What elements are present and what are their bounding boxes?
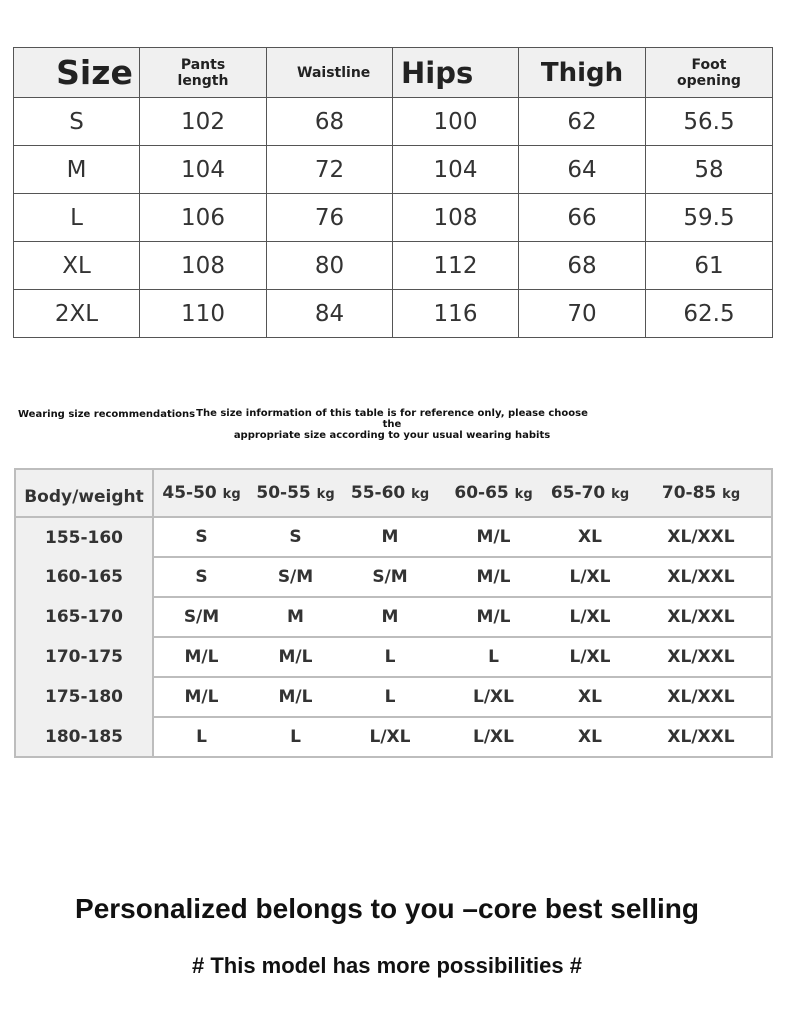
recommended-size: L xyxy=(196,727,207,747)
cell-size: XL xyxy=(14,242,140,290)
recommended-size: M/L xyxy=(438,517,549,557)
size-row xyxy=(14,98,773,146)
header-hips: Hips xyxy=(393,48,519,98)
size-row xyxy=(14,242,773,290)
recommended-size: L/XL xyxy=(438,677,549,717)
weight-header-row xyxy=(15,469,772,517)
cell-waistline: 76 xyxy=(267,194,393,242)
recommended-size: XL xyxy=(549,517,631,557)
cell-pants-length: 102 xyxy=(140,98,267,146)
cell-foot-opening: 58 xyxy=(646,146,773,194)
height-range: 155-160 xyxy=(15,517,153,557)
disclaimer-line-1: The size information of this table is for reference only, please choose the xyxy=(196,408,588,430)
height-row xyxy=(15,637,772,677)
height-row xyxy=(15,557,772,597)
header-waistline: Waistline xyxy=(267,48,393,98)
weight-unit: kg xyxy=(611,487,630,502)
height-range: 160-165 xyxy=(15,557,153,597)
weight-range-header xyxy=(342,469,438,517)
cell-hips: 112 xyxy=(393,242,519,290)
size-row xyxy=(14,194,773,242)
height-range: 175-180 xyxy=(15,677,153,717)
cell-pants-length: 108 xyxy=(140,242,267,290)
cell-size: L xyxy=(14,194,140,242)
recommended-size: M/L xyxy=(153,677,249,717)
size-recommendation-table xyxy=(14,468,773,758)
cell-foot-opening: 62.5 xyxy=(646,290,773,338)
weight-range: 55-60 xyxy=(350,483,406,503)
height-row xyxy=(15,677,772,717)
height-range: 165-170 xyxy=(15,597,153,637)
cell-thigh: 66 xyxy=(519,194,646,242)
cell-hips: 108 xyxy=(393,194,519,242)
weight-range-header xyxy=(438,469,549,517)
header-pants-length-line1: Pants xyxy=(180,56,226,73)
cell-waistline: 80 xyxy=(267,242,393,290)
cell-thigh: 62 xyxy=(519,98,646,146)
cell-thigh: 64 xyxy=(519,146,646,194)
cell-size: S xyxy=(14,98,140,146)
recommended-size: XL xyxy=(549,677,631,717)
weight-unit: kg xyxy=(514,487,533,502)
recommended-size: S/M xyxy=(342,557,438,597)
cell-pants-length: 104 xyxy=(140,146,267,194)
cell-foot-opening: 59.5 xyxy=(646,194,773,242)
cell-size: 2XL xyxy=(14,290,140,338)
recommended-size: S xyxy=(153,557,249,597)
cropped-heading-fragment xyxy=(16,0,126,4)
recommended-size: XL/XXL xyxy=(667,727,735,747)
cell-pants-length: 106 xyxy=(140,194,267,242)
weight-range-header xyxy=(631,469,772,517)
recommended-size: L/XL xyxy=(549,637,631,677)
weight-range: 70-85 xyxy=(661,483,717,503)
header-foot-opening xyxy=(646,48,773,98)
recommended-size: M/L xyxy=(438,557,549,597)
weight-range: 60-65 xyxy=(454,483,509,503)
recommended-size: L/XL xyxy=(369,727,411,747)
recommended-size: XL/XXL xyxy=(631,557,772,597)
weight-unit: kg xyxy=(411,487,430,502)
weight-range: 50-55 xyxy=(256,483,311,503)
recommended-size: L/XL xyxy=(473,727,514,747)
header-thigh: Thigh xyxy=(519,48,646,98)
recommended-size: L xyxy=(342,637,438,677)
cell-hips: 104 xyxy=(393,146,519,194)
header-pants-length xyxy=(140,48,267,98)
height-row xyxy=(15,597,772,637)
height-range: 170-175 xyxy=(15,637,153,677)
cell-size: M xyxy=(14,146,140,194)
weight-range-header xyxy=(153,469,249,517)
promo-tagline: # This model has more possibilities # xyxy=(191,953,582,978)
size-measurement-table xyxy=(13,47,773,338)
recommended-size: S xyxy=(153,517,249,557)
cell-hips: 116 xyxy=(393,290,519,338)
recommended-size: S/M xyxy=(249,557,342,597)
cell-foot-opening: 61 xyxy=(646,242,773,290)
recommended-size: XL/XXL xyxy=(631,637,772,677)
recommended-size: S xyxy=(249,517,342,557)
header-foot-opening-line2: opening xyxy=(677,72,741,89)
reference-disclaimer xyxy=(190,408,594,441)
recommended-size: L xyxy=(438,637,549,677)
size-table-header-row xyxy=(14,48,773,98)
size-row xyxy=(14,146,773,194)
recommended-size: L xyxy=(290,727,301,747)
cell-foot-opening: 56.5 xyxy=(646,98,773,146)
recommended-size: M xyxy=(342,597,438,637)
recommended-size: XL/XXL xyxy=(631,517,772,557)
cell-thigh: 68 xyxy=(519,242,646,290)
wearing-recommendation-title: Wearing size recommendations xyxy=(18,409,196,420)
cell-waistline: 72 xyxy=(267,146,393,194)
header-size: Size xyxy=(14,48,140,98)
cell-thigh: 70 xyxy=(519,290,646,338)
recommended-size: M/L xyxy=(438,597,549,637)
weight-range-header xyxy=(549,469,631,517)
recommended-size: L xyxy=(342,677,438,717)
weight-range-header xyxy=(249,469,342,517)
recommended-size: M/L xyxy=(249,677,342,717)
weight-range: 45-50 xyxy=(162,483,217,503)
recommended-size: M xyxy=(342,517,438,557)
weight-unit: kg xyxy=(222,487,241,502)
size-row xyxy=(14,290,773,338)
cell-waistline: 68 xyxy=(267,98,393,146)
recommended-size: M/L xyxy=(249,637,342,677)
weight-range: 65-70 xyxy=(550,483,606,503)
recommended-size: XL/XXL xyxy=(631,597,772,637)
recommended-size: M/L xyxy=(153,637,249,677)
cell-waistline: 84 xyxy=(267,290,393,338)
header-foot-opening-line1: Foot xyxy=(691,56,727,73)
recommended-size: XL/XXL xyxy=(631,677,772,717)
promo-slogan: Personalized belongs to you –core best selling xyxy=(75,893,699,924)
weight-unit: kg xyxy=(722,487,741,502)
body-weight-corner: Body/weight xyxy=(15,469,153,517)
height-row xyxy=(15,717,772,757)
cell-pants-length: 110 xyxy=(140,290,267,338)
disclaimer-line-2: appropriate size according to your usual wearing habits xyxy=(233,430,551,441)
recommended-size: S/M xyxy=(153,597,249,637)
recommended-size: L/XL xyxy=(549,557,631,597)
height-range: 180-185 xyxy=(15,717,153,757)
recommended-size: M xyxy=(249,597,342,637)
weight-unit: kg xyxy=(316,487,335,502)
recommended-size: XL xyxy=(578,727,602,747)
recommended-size: L/XL xyxy=(549,597,631,637)
height-row xyxy=(15,517,772,557)
cell-hips: 100 xyxy=(393,98,519,146)
header-pants-length-line2: length xyxy=(177,72,229,89)
